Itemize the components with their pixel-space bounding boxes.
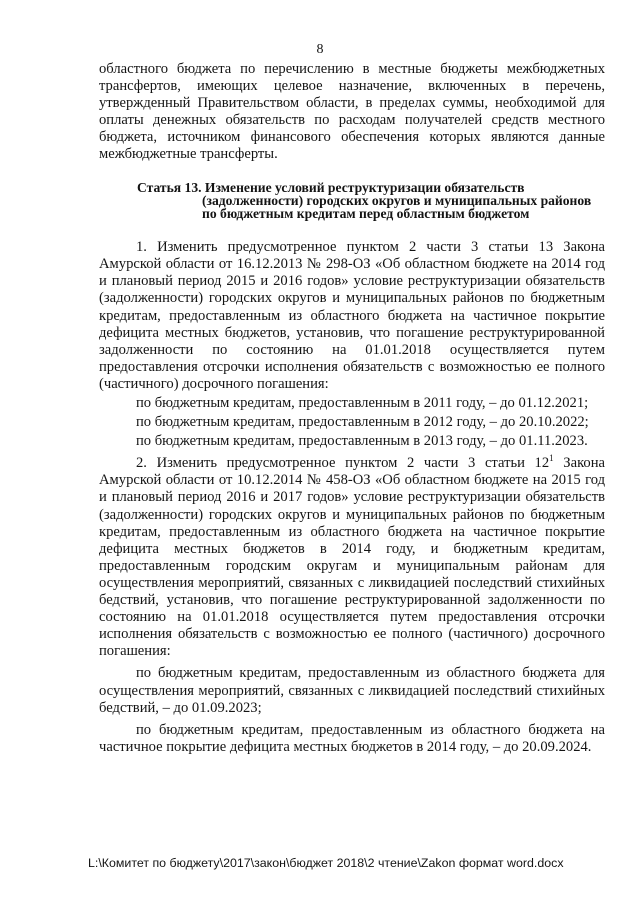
- article-heading: [99, 181, 605, 221]
- item-1-sub-2: по бюджетным кредитам, предоставленным в 2012 году, – до 20.10.2022;: [136, 414, 589, 431]
- article-heading-rest: (задолженности) городских округов и муниципальных районов по бюджетным кредитам перед областным бюджетом: [202, 192, 592, 221]
- footer-file-path: L:\Комитет по бюджету\2017\закон\бюджет 2018\2 чтение\Zakon формат word.docx: [88, 856, 564, 870]
- item-2-paragraph: [99, 455, 605, 660]
- page-number: 8: [316, 42, 324, 57]
- item-2-sub-1: по бюджетным кредитам, предоставленным из областного бюджета для осуществления мероприятий, связанных с ликвидацией последствий стихийных бедствий, – до 01.09.2023;: [99, 665, 605, 716]
- article-superscript: 1: [549, 453, 554, 464]
- item-2-text-start: 2. Изменить предусмотренное пунктом 2 части 3 статьи 12: [136, 455, 550, 472]
- article-heading-line1: Статья 13. Изменение условий реструктуризации обязательств: [137, 179, 525, 195]
- document-body: [99, 61, 605, 756]
- intro-paragraph: областного бюджета по перечислению в местные бюджеты межбюджетных трансфертов, имеющих целевое назначение, включенных в перечень, утвержденный Правительством области, в пределах суммы, необходимой для оплаты денежных обязательств по расходам получателей средств местного бюджета, источником финансового обеспечения которых являются данные межбюджетные трансферты.: [99, 61, 605, 163]
- item-2-text-end: Закона Амурской области от 10.12.2014 № 458-ОЗ «Об областном бюджете на 2015 год и плановый период 2016 и 2017 годов» условие реструктуризации обязательств (задолженности) городских округов и муниципальных районов по бюджетным кредитам, предоставленным из областного бюджета на частичное покрытие дефицита местных бюджетов в 2014 году, и бюджетным кредитам, предоставленным городским округам и муниципальным районам для осуществления мероприятий, связанных с ликвидацией последствий стихийных бедствий, установив, что погашение реструктурированной задолженности по состоянию на 01.01.2018 осуществляется путем предоставления отсрочки исполнения обязательств с возможностью ее полного (частичного) досрочного погашения:: [99, 455, 606, 660]
- item-1-sub-1: по бюджетным кредитам, предоставленным в 2011 году, – до 01.12.2021;: [136, 395, 589, 412]
- item-1-paragraph: 1. Изменить предусмотренное пунктом 2 части 3 статьи 13 Закона Амурской области от 16.12.2013 № 298-ОЗ «Об областном бюджете на 2014 год и плановый период 2015 и 2016 годов» условие реструктуризации обязательств (задолженности) городских округов и муниципальных районов по бюджетным кредитам, предоставленным из областного бюджета на частичное покрытие дефицита местных бюджетов, установив, что погашение реструктурированной задолженности по состоянию на 01.01.2018 осуществляется путем предоставления отсрочки исполнения обязательств с возможностью ее полного (частичного) досрочного погашения:: [99, 239, 605, 392]
- item-2-sub-2: по бюджетным кредитам, предоставленным из областного бюджета на частичное покрытие дефицита местных бюджетов в 2014 году, – до 20.09.2024.: [99, 721, 605, 755]
- item-1-sub-3: по бюджетным кредитам, предоставленным в 2013 году, – до 01.11.2023.: [136, 433, 588, 450]
